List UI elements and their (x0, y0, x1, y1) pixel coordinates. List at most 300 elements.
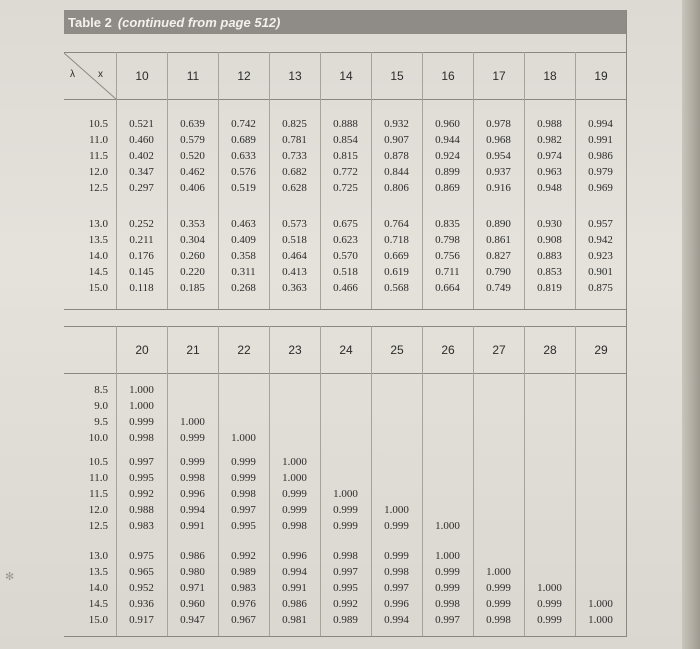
probability-cell: 0.890 (486, 218, 511, 230)
probability-cell: 0.997 (129, 456, 154, 468)
probability-cell (422, 398, 473, 414)
probability-cell (422, 502, 473, 518)
probability-cell: 0.999 (282, 504, 307, 516)
probability-cell: 0.998 (129, 432, 154, 444)
probability-cell: 0.463 (231, 218, 256, 230)
probability-cell: 0.992 (129, 488, 154, 500)
probability-cell: 0.960 (435, 118, 460, 130)
probability-cell: 0.999 (537, 614, 562, 626)
probability-cell: 0.711 (435, 266, 460, 278)
probability-cell (524, 486, 575, 502)
probability-cell (320, 454, 371, 470)
probability-cell (269, 398, 320, 414)
probability-cell: 0.998 (384, 566, 409, 578)
column-header: 28 (524, 327, 575, 373)
probability-cell (269, 430, 320, 446)
probability-cell (575, 502, 626, 518)
probability-cell: 1.000 (180, 416, 205, 428)
probability-cell (575, 414, 626, 430)
table-row (64, 398, 626, 414)
column-header: 13 (269, 53, 320, 99)
probability-cell: 0.901 (588, 266, 613, 278)
lambda-cell: 15.0 (88, 614, 108, 626)
probability-cell: 0.954 (486, 150, 511, 162)
table-row (64, 430, 626, 446)
probability-cell: 0.999 (180, 456, 205, 468)
column-header: 26 (422, 327, 473, 373)
probability-cell: 0.988 (537, 118, 562, 130)
probability-cell (473, 470, 524, 486)
probability-cell: 0.519 (231, 182, 256, 194)
probability-cell (422, 470, 473, 486)
probability-cell (575, 518, 626, 534)
probability-cell: 0.976 (231, 598, 256, 610)
probability-cell: 0.619 (384, 266, 409, 278)
probability-cell: 0.968 (486, 134, 511, 146)
row-group (64, 116, 626, 196)
probability-cell: 0.733 (282, 150, 307, 162)
probability-cell: 0.992 (333, 598, 358, 610)
probability-cell: 0.869 (435, 182, 460, 194)
probability-cell: 0.304 (180, 234, 205, 246)
row-group (64, 454, 626, 534)
probability-cell: 0.568 (384, 282, 409, 294)
probability-cell: 0.573 (282, 218, 307, 230)
probability-cell: 0.675 (333, 218, 358, 230)
column-header: 16 (422, 53, 473, 99)
table-title: Table 2 (68, 14, 112, 30)
probability-cell: 0.363 (282, 282, 307, 294)
probability-cell: 0.944 (435, 134, 460, 146)
column-header: 20 (116, 327, 167, 373)
probability-cell: 0.347 (129, 166, 154, 178)
page-edge (682, 0, 700, 649)
table-row (64, 564, 626, 580)
probability-cell: 0.878 (384, 150, 409, 162)
probability-cell (473, 548, 524, 564)
column-header: 25 (371, 327, 422, 373)
probability-cell: 0.999 (333, 504, 358, 516)
probability-cell (218, 382, 269, 398)
probability-cell: 0.998 (231, 488, 256, 500)
probability-cell: 0.916 (486, 182, 511, 194)
table-row (64, 454, 626, 470)
column-header: 15 (371, 53, 422, 99)
table-row (64, 264, 626, 280)
probability-cell: 0.978 (486, 118, 511, 130)
lambda-cell: 9.5 (94, 416, 108, 428)
probability-cell: 0.718 (384, 234, 409, 246)
column-header: 23 (269, 327, 320, 373)
probability-cell: 1.000 (435, 550, 460, 562)
probability-cell (473, 454, 524, 470)
probability-cell: 0.999 (180, 432, 205, 444)
probability-cell (167, 382, 218, 398)
probability-cell: 0.576 (231, 166, 256, 178)
probability-cell: 0.999 (231, 472, 256, 484)
lambda-cell: 12.5 (88, 182, 108, 194)
probability-cell (320, 430, 371, 446)
row-group (64, 216, 626, 296)
probability-cell: 0.981 (282, 614, 307, 626)
probability-cell: 0.994 (180, 504, 205, 516)
probability-cell (524, 548, 575, 564)
probability-cell: 0.999 (537, 598, 562, 610)
probability-cell: 0.402 (129, 150, 154, 162)
table2-corner-cell (64, 327, 116, 373)
probability-cell: 0.969 (588, 182, 613, 194)
probability-cell: 0.806 (384, 182, 409, 194)
table-row (64, 248, 626, 264)
probability-cell: 0.999 (486, 582, 511, 594)
probability-cell (218, 414, 269, 430)
probability-cell: 0.623 (333, 234, 358, 246)
probability-cell (575, 580, 626, 596)
probability-cell (422, 430, 473, 446)
probability-cell: 0.883 (537, 250, 562, 262)
probability-cell: 0.176 (129, 250, 154, 262)
column-header: 11 (167, 53, 218, 99)
probability-cell: 0.991 (180, 520, 205, 532)
probability-cell: 0.989 (333, 614, 358, 626)
probability-cell: 0.899 (435, 166, 460, 178)
probability-cell: 0.999 (282, 488, 307, 500)
probability-cell: 0.986 (588, 150, 613, 162)
probability-cell: 0.521 (129, 118, 154, 130)
probability-cell: 0.937 (486, 166, 511, 178)
probability-cell: 1.000 (384, 504, 409, 516)
table-row (64, 148, 626, 164)
column-header: 17 (473, 53, 524, 99)
probability-cell: 0.982 (537, 134, 562, 146)
probability-cell: 0.664 (435, 282, 460, 294)
table-row (64, 612, 626, 628)
lambda-cell: 11.0 (89, 134, 108, 146)
probability-cell (320, 470, 371, 486)
lambda-cell: 12.0 (88, 504, 108, 516)
table-row (64, 382, 626, 398)
probability-cell: 0.997 (384, 582, 409, 594)
lambda-cell: 13.0 (88, 550, 108, 562)
column-header: 27 (473, 327, 524, 373)
probability-cell: 0.999 (435, 582, 460, 594)
probability-cell: 0.986 (180, 550, 205, 562)
probability-cell: 0.907 (384, 134, 409, 146)
probability-cell: 0.983 (129, 520, 154, 532)
probability-cell: 0.252 (129, 218, 154, 230)
probability-cell (575, 454, 626, 470)
probability-cell: 0.998 (435, 598, 460, 610)
probability-cell: 0.798 (435, 234, 460, 246)
probability-cell (371, 398, 422, 414)
probability-cell: 1.000 (282, 472, 307, 484)
table-bottom-rule (64, 636, 626, 637)
probability-cell: 0.963 (537, 166, 562, 178)
probability-cell (371, 454, 422, 470)
probability-cell: 1.000 (231, 432, 256, 444)
probability-cell: 1.000 (129, 384, 154, 396)
probability-cell: 0.983 (231, 582, 256, 594)
probability-cell: 0.844 (384, 166, 409, 178)
lambda-cell: 13.5 (88, 566, 108, 578)
probability-cell: 0.406 (180, 182, 205, 194)
probability-cell: 0.924 (435, 150, 460, 162)
probability-cell: 0.960 (180, 598, 205, 610)
probability-cell (422, 382, 473, 398)
margin-mark: ✻ (5, 571, 15, 583)
probability-cell (473, 518, 524, 534)
probability-cell: 0.854 (333, 134, 358, 146)
probability-cell: 0.268 (231, 282, 256, 294)
probability-cell: 0.353 (180, 218, 205, 230)
probability-cell: 0.185 (180, 282, 205, 294)
probability-cell: 0.997 (231, 504, 256, 516)
lambda-cell: 13.0 (88, 218, 108, 230)
probability-cell (575, 382, 626, 398)
table-row (64, 486, 626, 502)
probability-cell: 0.764 (384, 218, 409, 230)
probability-cell: 0.725 (333, 182, 358, 194)
probability-cell: 0.825 (282, 118, 307, 130)
probability-cell: 0.875 (588, 282, 613, 294)
probability-cell (524, 454, 575, 470)
probability-cell: 0.979 (588, 166, 613, 178)
probability-cell: 0.936 (129, 598, 154, 610)
probability-cell: 0.948 (537, 182, 562, 194)
corner-lambda-label: λ (70, 69, 75, 80)
probability-cell: 0.999 (486, 598, 511, 610)
probability-cell (167, 398, 218, 414)
probability-cell (524, 430, 575, 446)
probability-cell (320, 382, 371, 398)
table-title-bar (64, 10, 626, 34)
probability-cell (473, 430, 524, 446)
probability-cell (422, 414, 473, 430)
table-row (64, 164, 626, 180)
table-row (64, 580, 626, 596)
probability-cell (473, 398, 524, 414)
probability-cell: 0.520 (180, 150, 205, 162)
table-row (64, 596, 626, 612)
probability-cell (371, 470, 422, 486)
probability-cell (524, 398, 575, 414)
probability-cell: 0.999 (384, 550, 409, 562)
lambda-cell: 10.5 (88, 456, 108, 468)
probability-cell: 0.579 (180, 134, 205, 146)
lambda-cell: 14.0 (88, 250, 108, 262)
probability-cell: 0.971 (180, 582, 205, 594)
probability-cell: 0.790 (486, 266, 511, 278)
probability-cell: 0.980 (180, 566, 205, 578)
lambda-cell: 12.0 (88, 166, 108, 178)
probability-cell: 0.974 (537, 150, 562, 162)
probability-cell: 0.409 (231, 234, 256, 246)
probability-cell: 1.000 (588, 598, 613, 610)
column-header: 18 (524, 53, 575, 99)
probability-cell: 1.000 (282, 456, 307, 468)
table-continued-note: (continued from page 512) (117, 14, 281, 30)
table-corner-cell (64, 53, 116, 99)
probability-cell: 0.358 (231, 250, 256, 262)
table-bottom-rule (64, 309, 626, 310)
table-row (64, 180, 626, 196)
probability-cell: 0.861 (486, 234, 511, 246)
probability-cell: 0.998 (180, 472, 205, 484)
probability-cell (218, 398, 269, 414)
lambda-cell: 13.5 (88, 234, 108, 246)
probability-cell (269, 414, 320, 430)
probability-cell: 0.947 (180, 614, 205, 626)
probability-cell (473, 382, 524, 398)
table-row (64, 280, 626, 296)
probability-cell: 0.999 (231, 456, 256, 468)
probability-cell: 0.999 (333, 520, 358, 532)
table-row (64, 132, 626, 148)
probability-cell (422, 454, 473, 470)
lambda-cell: 12.5 (88, 520, 108, 532)
probability-cell: 0.957 (588, 218, 613, 230)
probability-cell: 1.000 (435, 520, 460, 532)
probability-cell: 0.633 (231, 150, 256, 162)
probability-cell (473, 486, 524, 502)
probability-cell: 0.996 (282, 550, 307, 562)
table-row (64, 116, 626, 132)
column-header: 22 (218, 327, 269, 373)
lambda-cell: 14.0 (88, 582, 108, 594)
probability-cell (473, 502, 524, 518)
column-header: 14 (320, 53, 371, 99)
probability-cell: 0.815 (333, 150, 358, 162)
probability-cell: 0.853 (537, 266, 562, 278)
probability-cell: 0.998 (333, 550, 358, 562)
probability-cell: 1.000 (129, 400, 154, 412)
probability-cell: 0.932 (384, 118, 409, 130)
probability-cell (371, 414, 422, 430)
lambda-cell: 10.0 (88, 432, 108, 444)
lambda-cell: 10.5 (88, 118, 108, 130)
poisson-table (64, 10, 627, 637)
lambda-cell: 11.5 (89, 488, 108, 500)
row-group (64, 548, 626, 628)
lambda-cell: 15.0 (88, 282, 108, 294)
table-row (64, 470, 626, 486)
probability-cell: 0.297 (129, 182, 154, 194)
probability-cell: 1.000 (537, 582, 562, 594)
table2-header-row (64, 326, 626, 374)
probability-cell: 0.999 (129, 416, 154, 428)
probability-cell: 0.989 (231, 566, 256, 578)
probability-cell: 0.997 (333, 566, 358, 578)
probability-cell: 0.464 (282, 250, 307, 262)
probability-cell: 0.669 (384, 250, 409, 262)
probability-cell: 0.462 (180, 166, 205, 178)
probability-cell (524, 414, 575, 430)
probability-cell: 0.967 (231, 614, 256, 626)
probability-cell: 0.908 (537, 234, 562, 246)
probability-cell: 1.000 (588, 614, 613, 626)
probability-cell: 0.999 (384, 520, 409, 532)
probability-cell (575, 470, 626, 486)
table-row (64, 216, 626, 232)
column-header: 12 (218, 53, 269, 99)
probability-cell: 0.996 (180, 488, 205, 500)
probability-cell (575, 398, 626, 414)
probability-cell: 0.413 (282, 266, 307, 278)
probability-cell: 0.995 (231, 520, 256, 532)
table-row (64, 518, 626, 534)
table-row (64, 232, 626, 248)
row-group (64, 382, 626, 446)
lambda-cell: 11.5 (89, 150, 108, 162)
probability-cell: 0.781 (282, 134, 307, 146)
table-row (64, 414, 626, 430)
probability-cell: 0.995 (129, 472, 154, 484)
probability-cell: 0.211 (129, 234, 154, 246)
probability-cell: 0.991 (588, 134, 613, 146)
probability-cell (371, 382, 422, 398)
lambda-cell: 9.0 (94, 400, 108, 412)
probability-cell: 0.311 (231, 266, 256, 278)
probability-cell (524, 470, 575, 486)
probability-cell: 0.965 (129, 566, 154, 578)
probability-cell: 0.749 (486, 282, 511, 294)
probability-cell: 0.994 (384, 614, 409, 626)
probability-cell: 0.220 (180, 266, 205, 278)
lambda-cell: 8.5 (94, 384, 108, 396)
probability-cell (473, 414, 524, 430)
probability-cell: 0.682 (282, 166, 307, 178)
probability-cell: 0.518 (333, 266, 358, 278)
probability-cell (575, 564, 626, 580)
corner-x-label: x (98, 69, 103, 80)
probability-cell (320, 414, 371, 430)
probability-cell: 0.999 (435, 566, 460, 578)
probability-cell: 0.998 (486, 614, 511, 626)
table-row (64, 502, 626, 518)
column-header: 24 (320, 327, 371, 373)
probability-cell: 0.628 (282, 182, 307, 194)
probability-cell: 0.930 (537, 218, 562, 230)
probability-cell: 0.994 (282, 566, 307, 578)
probability-cell (422, 486, 473, 502)
probability-cell: 0.689 (231, 134, 256, 146)
probability-cell: 0.995 (333, 582, 358, 594)
probability-cell: 0.994 (588, 118, 613, 130)
probability-cell: 0.260 (180, 250, 205, 262)
column-header: 21 (167, 327, 218, 373)
table-row (64, 548, 626, 564)
probability-cell: 0.835 (435, 218, 460, 230)
probability-cell: 0.997 (435, 614, 460, 626)
probability-cell: 0.952 (129, 582, 154, 594)
probability-cell (524, 564, 575, 580)
probability-cell (524, 382, 575, 398)
probability-cell: 0.460 (129, 134, 154, 146)
probability-cell: 0.998 (282, 520, 307, 532)
probability-cell: 0.570 (333, 250, 358, 262)
probability-cell: 0.827 (486, 250, 511, 262)
probability-cell (371, 430, 422, 446)
probability-cell: 0.923 (588, 250, 613, 262)
probability-cell (524, 502, 575, 518)
probability-cell: 0.988 (129, 504, 154, 516)
probability-cell: 0.639 (180, 118, 205, 130)
probability-cell: 0.819 (537, 282, 562, 294)
probability-cell: 0.992 (231, 550, 256, 562)
probability-cell (575, 430, 626, 446)
probability-cell: 0.466 (333, 282, 358, 294)
lambda-cell: 14.5 (88, 598, 108, 610)
